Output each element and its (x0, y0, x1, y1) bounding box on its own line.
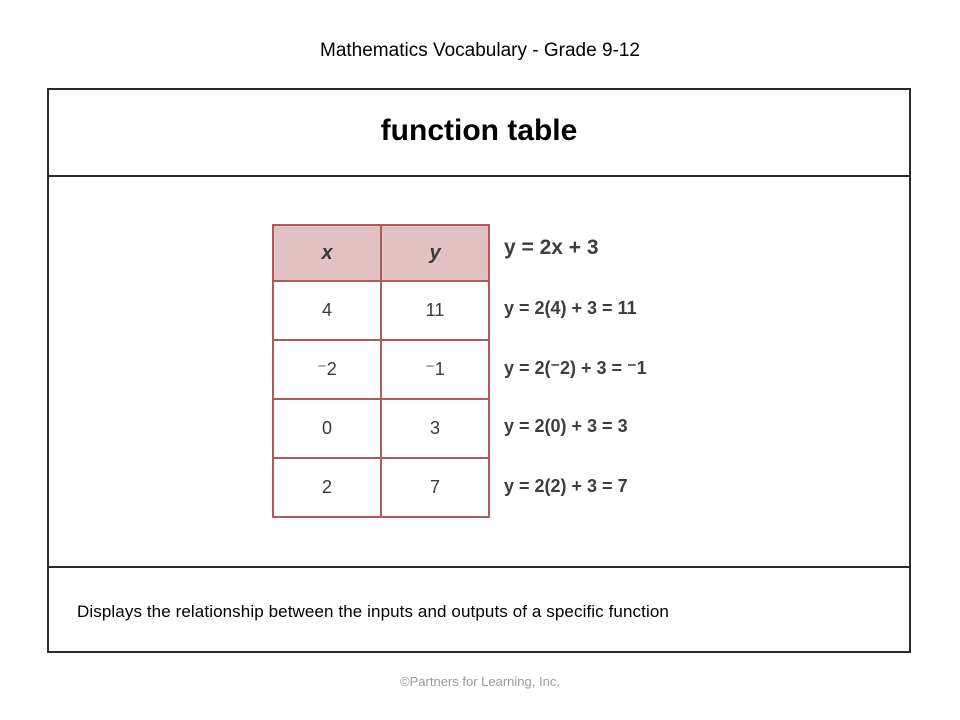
equation-step: y = 2(4) + 3 = 11 (504, 298, 637, 318)
copyright-footer: ©Partners for Learning, Inc. (400, 674, 560, 689)
function-table (272, 224, 490, 518)
function-table-header-row (273, 225, 489, 281)
equation-step: y = 2(⁻2) + 3 = ⁻1 (504, 358, 647, 378)
output-cell: 7 (381, 458, 489, 517)
output-cell: ⁻1 (381, 340, 489, 399)
table-row (273, 281, 489, 340)
equation-step: y = 2(0) + 3 = 3 (504, 416, 628, 436)
term-section (49, 90, 909, 177)
column-header-y: y (381, 225, 489, 281)
vocabulary-term: function table (380, 114, 578, 147)
definition-text: Displays the relationship between the inputs and outputs of a specific function (77, 602, 669, 621)
output-cell: 3 (381, 399, 489, 458)
output-cell: 11 (381, 281, 489, 340)
input-cell: 4 (273, 281, 381, 340)
input-cell: ⁻2 (273, 340, 381, 399)
table-row (273, 458, 489, 517)
input-cell: 2 (273, 458, 381, 517)
equation-step: y = 2(2) + 3 = 7 (504, 476, 628, 496)
page-header-title: Mathematics Vocabulary - Grade 9-12 (320, 40, 640, 61)
column-header-x: x (273, 225, 381, 281)
function-rule: y = 2x + 3 (504, 236, 599, 259)
table-row (273, 340, 489, 399)
input-cell: 0 (273, 399, 381, 458)
definition-section (49, 568, 909, 651)
table-row (273, 399, 489, 458)
